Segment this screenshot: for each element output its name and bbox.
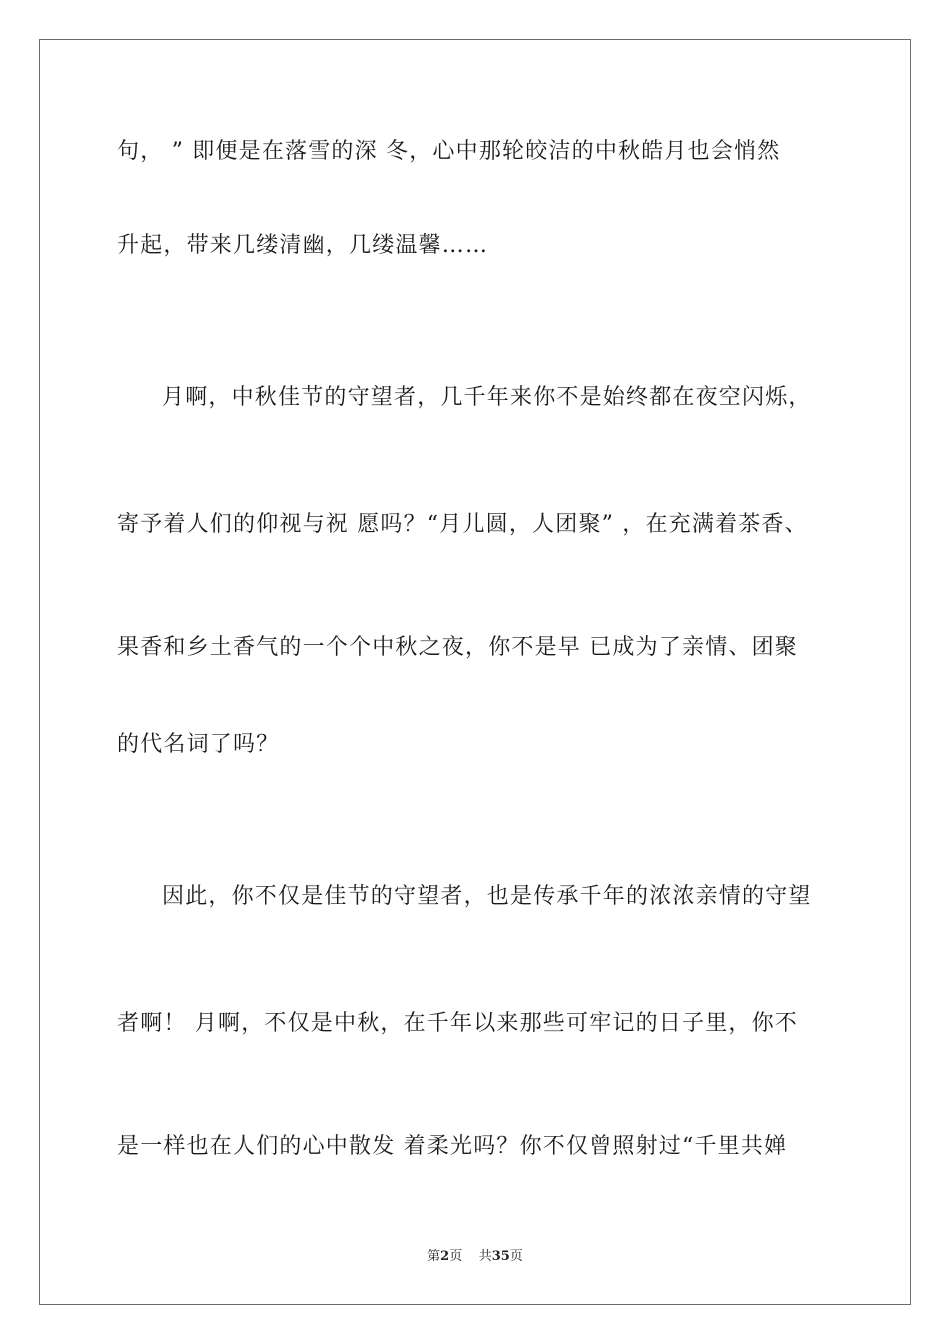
total-unit: 页 [509, 1249, 523, 1264]
body-line-5: 果香和乡土香气的一个个中秋之夜，你不是早 已成为了亲情、团聚 [117, 635, 798, 660]
body-line-4: 寄予着人们的仰视与祝 愿吗？“月儿圆，人团聚” ，在充满着茶香、 [117, 512, 808, 537]
body-line-8: 者啊！ 月啊，不仅是中秋，在千年以来那些可牢记的日子里，你不 [117, 1011, 798, 1036]
body-line-1: 句， ” 即便是在落雪的深 冬，心中那轮皎洁的中秋皓月也会悄然 [117, 139, 781, 164]
page-number: 2 [440, 1249, 450, 1264]
total-prefix: 共 [478, 1249, 492, 1264]
body-line-9: 是一样也在人们的心中散发 着柔光吗？你不仅曾照射过“千里共婵 [117, 1134, 788, 1159]
page-unit: 页 [449, 1249, 463, 1264]
page-prefix: 第 [427, 1249, 441, 1264]
total-pages: 35 [491, 1249, 510, 1264]
body-line-3: 月啊，中秋佳节的守望者，几千年来你不是始终都在夜空闪烁， [162, 385, 812, 410]
page-footer [0, 1248, 950, 1266]
body-line-7: 因此，你不仅是佳节的守望者，也是传承千年的浓浓亲情的守望 [162, 884, 812, 909]
body-line-2: 升起，带来几缕清幽，几缕温馨…… [117, 233, 489, 258]
page-border [39, 39, 911, 1305]
body-line-6: 的代名词了吗？ [117, 732, 280, 757]
